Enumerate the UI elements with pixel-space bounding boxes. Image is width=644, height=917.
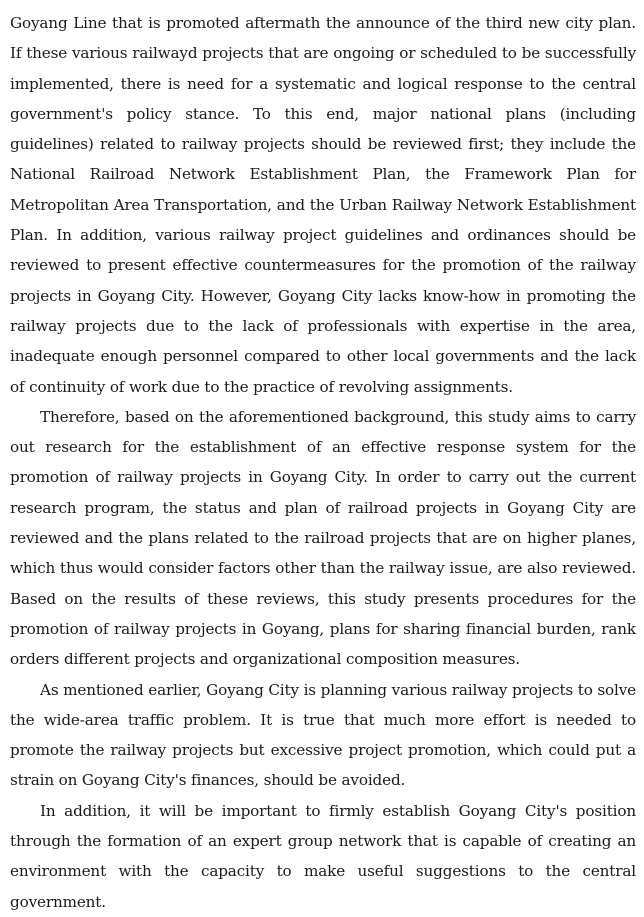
paragraph-expert-network: In addition, it will be important to firmly establish Goyang City's position through the formation of an expert group network that is capable of creating an environment with the capacity to make useful suggestions to the central government. (10, 801, 636, 911)
paragraph-traffic-problem: As mentioned earlier, Goyang City is planning various railway projects to solve the wide-area traffic problem. It is true that much more effort is needed to promote the railway projects but excessive project promotion, which could put a strain on Goyang City's finances, should be avoided. (10, 680, 636, 790)
paragraph-continuation: Goyang Line that is promoted aftermath the announce of the third new city plan. If these various railwayd projects that are ongoing or scheduled to be successfully implemented, there is need for a systematic and logical response to the central government's policy stance. To this end, major national plans (including guidelines) related to railway projects should be reviewed first; they include the National Railroad Network Establishment Plan, the Framework Plan for Metropolitan Area Transportation, and the Urban Railway Network Establishment Plan. In addition, various railway project guidelines and ordinances should be reviewed to present effective countermeasures for the promotion of the railway projects in Goyang City. However, Goyang City lacks know-how in promoting the railway projects due to the lack of professionals with expertise in the area, inadequate enough personnel compared to other local governments and the lack of continuity of work due to the practice of revolving assignments. (10, 14, 636, 396)
paragraph-background: Therefore, based on the aforementioned background, this study aims to carry out research for the establishment of an effective response system for the promotion of railway projects in Goyang City. In order to carry out the current research program, the status and plan of railroad projects in Goyang City are reviewed and the plans related to the railroad projects that are on higher planes, which thus would consider factors other than the railway issue, are also reviewed. Based on the results of these reviews, this study presents procedures for the promotion of railway projects in Goyang, plans for sharing financial burden, rank orders different projects and organizational composition measures. (10, 407, 636, 669)
document-body (10, 8, 636, 917)
